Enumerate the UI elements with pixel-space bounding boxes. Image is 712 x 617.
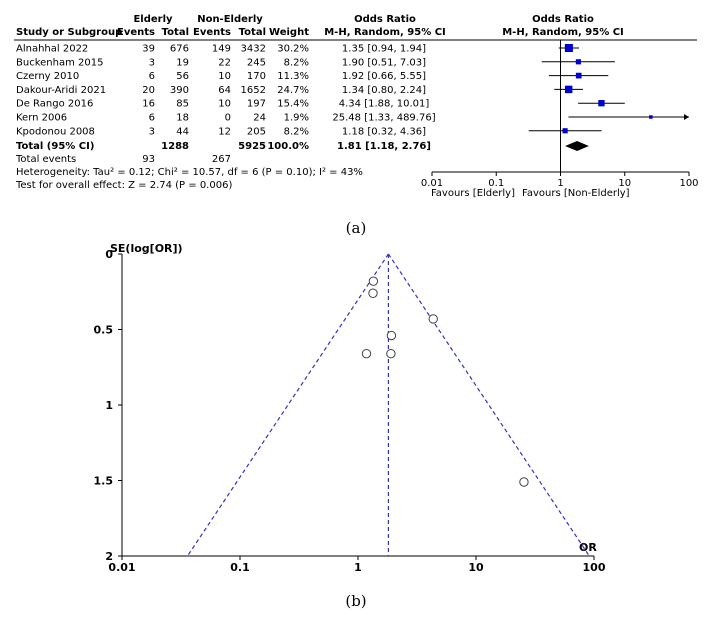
- study-point: [520, 478, 528, 486]
- total-elderly: 676: [169, 43, 189, 55]
- header-plot-odds-ratio: Odds Ratio: [532, 14, 594, 25]
- panel-b-label: (b): [345, 592, 367, 610]
- study-ci: 25.48 [1.33, 489.76]: [332, 112, 436, 124]
- funnel-y-tick-label: 0: [105, 248, 113, 261]
- total-non-elderly: 24: [253, 112, 266, 124]
- events-elderly: 6: [148, 112, 155, 124]
- forest-tick-label: 100: [679, 178, 699, 189]
- events-non-elderly: 0: [224, 112, 231, 124]
- events-non-elderly: 10: [218, 71, 231, 83]
- events-non-elderly: 10: [218, 98, 231, 110]
- events-non-elderly: 22: [218, 57, 231, 69]
- funnel-right-boundary: [388, 254, 589, 556]
- header-total-2: Total: [238, 27, 266, 38]
- header-elderly: Elderly: [133, 14, 173, 25]
- study-name: Kpodonou 2008: [16, 126, 95, 138]
- study-weight: 11.3%: [277, 71, 309, 83]
- funnel-x-tick-label: 0.1: [230, 561, 250, 574]
- header-non-elderly: Non-Elderly: [197, 14, 263, 25]
- forest-tick-label: 0.1: [488, 178, 505, 189]
- study-ci: 1.18 [0.32, 4.36]: [341, 126, 427, 138]
- total-events-non-elderly: 267: [211, 154, 231, 165]
- header-or-method: M-H, Random, 95% CI: [324, 27, 446, 38]
- total-elderly: 85: [176, 98, 189, 110]
- forest-tick-label: 0.01: [420, 178, 444, 189]
- study-name: Dakour-Aridi 2021: [16, 84, 107, 96]
- funnel-x-label: OR: [579, 541, 597, 554]
- total-weight: 100.0%: [267, 141, 309, 152]
- events-non-elderly: 12: [218, 126, 231, 138]
- study-name: Alnahhal 2022: [16, 43, 89, 55]
- total-elderly: 56: [176, 71, 189, 83]
- pooled-diamond: [565, 141, 589, 151]
- total-non-elderly: 197: [246, 98, 266, 110]
- study-weight: 1.9%: [283, 112, 309, 124]
- funnel-left-boundary: [188, 254, 389, 556]
- funnel-y-label: SE(log[OR]): [110, 242, 183, 255]
- total-non-elderly: 170: [246, 71, 266, 83]
- or-square: [576, 73, 582, 79]
- total-non-elderly: 3432: [240, 43, 266, 55]
- study-weight: 15.4%: [277, 98, 309, 110]
- study-ci: 4.34 [1.88, 10.01]: [338, 98, 430, 110]
- header-events-1: Events: [117, 27, 155, 38]
- total-n-non-elderly: 5925: [238, 141, 266, 152]
- study-name: De Rango 2016: [16, 98, 94, 110]
- forest-marks: [529, 40, 689, 172]
- study-weight: 8.2%: [283, 126, 309, 138]
- funnel-y-tick-label: 1.5: [93, 474, 113, 488]
- forest-tick-label: 1: [557, 178, 564, 189]
- total-elderly: 390: [169, 84, 189, 96]
- events-elderly: 6: [148, 71, 155, 83]
- study-ci: 1.34 [0.80, 2.24]: [341, 84, 427, 96]
- funnel-x-tick-label: 0.01: [108, 561, 136, 574]
- total-ci: 1.81 [1.18, 2.76]: [337, 141, 431, 152]
- favours-left: Favours [Elderly]: [430, 188, 515, 199]
- forest-x-axis: [421, 172, 699, 189]
- total-elderly: 19: [176, 57, 189, 69]
- or-square: [565, 86, 572, 93]
- header-weight: Weight: [269, 27, 309, 38]
- events-non-elderly: 149: [211, 43, 231, 55]
- events-elderly: 3: [148, 57, 155, 69]
- study-weight: 24.7%: [277, 84, 309, 96]
- study-point: [369, 277, 377, 285]
- total-elderly: 44: [176, 126, 189, 138]
- header-plot-method: M-H, Random, 95% CI: [502, 27, 624, 38]
- total-n-elderly: 1288: [161, 141, 189, 152]
- funnel-x-tick-label: 1: [354, 561, 362, 574]
- forest-plot: [14, 14, 699, 237]
- total-non-elderly: 205: [246, 126, 266, 138]
- events-elderly: 39: [142, 43, 155, 55]
- total-non-elderly: 245: [246, 57, 266, 69]
- events-non-elderly: 64: [218, 84, 231, 96]
- study-point: [429, 315, 437, 323]
- total-events-label: Total events: [16, 154, 77, 165]
- or-square: [649, 115, 653, 119]
- funnel-y-tick-label: 1: [105, 399, 113, 412]
- total-label: Total (95% CI): [16, 141, 95, 152]
- events-elderly: 16: [142, 98, 155, 110]
- header-study: Study or Subgroup: [16, 27, 123, 38]
- study-point: [362, 349, 370, 357]
- or-square: [563, 128, 568, 133]
- funnel-lines: [188, 254, 590, 556]
- events-elderly: 20: [142, 84, 155, 96]
- funnel-plot: [94, 242, 606, 610]
- overall-effect-text: Test for overall effect: Z = 2.74 (P = 0.006): [16, 180, 233, 191]
- panel-a-label: (a): [345, 219, 367, 237]
- study-name: Buckenham 2015: [16, 57, 104, 69]
- ci-arrow: [684, 114, 689, 120]
- study-point: [387, 349, 395, 357]
- funnel-points: [362, 277, 528, 486]
- total-non-elderly: 1652: [240, 84, 266, 96]
- or-square: [598, 100, 604, 106]
- heterogeneity-text: Heterogeneity: Tau² = 0.12; Chi² = 10.57, df = 6 (P = 0.10); I² = 43%: [16, 167, 363, 178]
- study-weight: 30.2%: [277, 43, 309, 55]
- funnel-y-tick-label: 2: [105, 550, 113, 563]
- or-square: [576, 59, 581, 64]
- events-elderly: 3: [148, 126, 155, 138]
- or-square: [565, 44, 573, 52]
- funnel-y-tick-label: 0.5: [93, 323, 113, 337]
- header-odds-ratio: Odds Ratio: [354, 14, 416, 25]
- total-events-elderly: 93: [142, 154, 155, 165]
- header-total-1: Total: [161, 27, 189, 38]
- favours-right: Favours [Non-Elderly]: [522, 188, 630, 199]
- study-ci: 1.35 [0.94, 1.94]: [341, 43, 427, 55]
- study-ci: 1.92 [0.66, 5.55]: [341, 71, 427, 83]
- study-name: Kern 2006: [16, 112, 68, 124]
- study-rows: [16, 44, 436, 138]
- study-name: Czerny 2010: [16, 71, 80, 83]
- forest-tick-label: 10: [618, 178, 632, 189]
- funnel-x-tick-label: 10: [468, 561, 484, 574]
- study-ci: 1.90 [0.51, 7.03]: [341, 57, 427, 69]
- study-point: [387, 331, 395, 339]
- funnel-x-tick-label: 100: [582, 561, 606, 574]
- funnel-axes: [94, 248, 606, 574]
- study-weight: 8.2%: [283, 57, 309, 69]
- total-elderly: 18: [176, 112, 189, 124]
- study-point: [369, 289, 377, 297]
- header-events-2: Events: [193, 27, 231, 38]
